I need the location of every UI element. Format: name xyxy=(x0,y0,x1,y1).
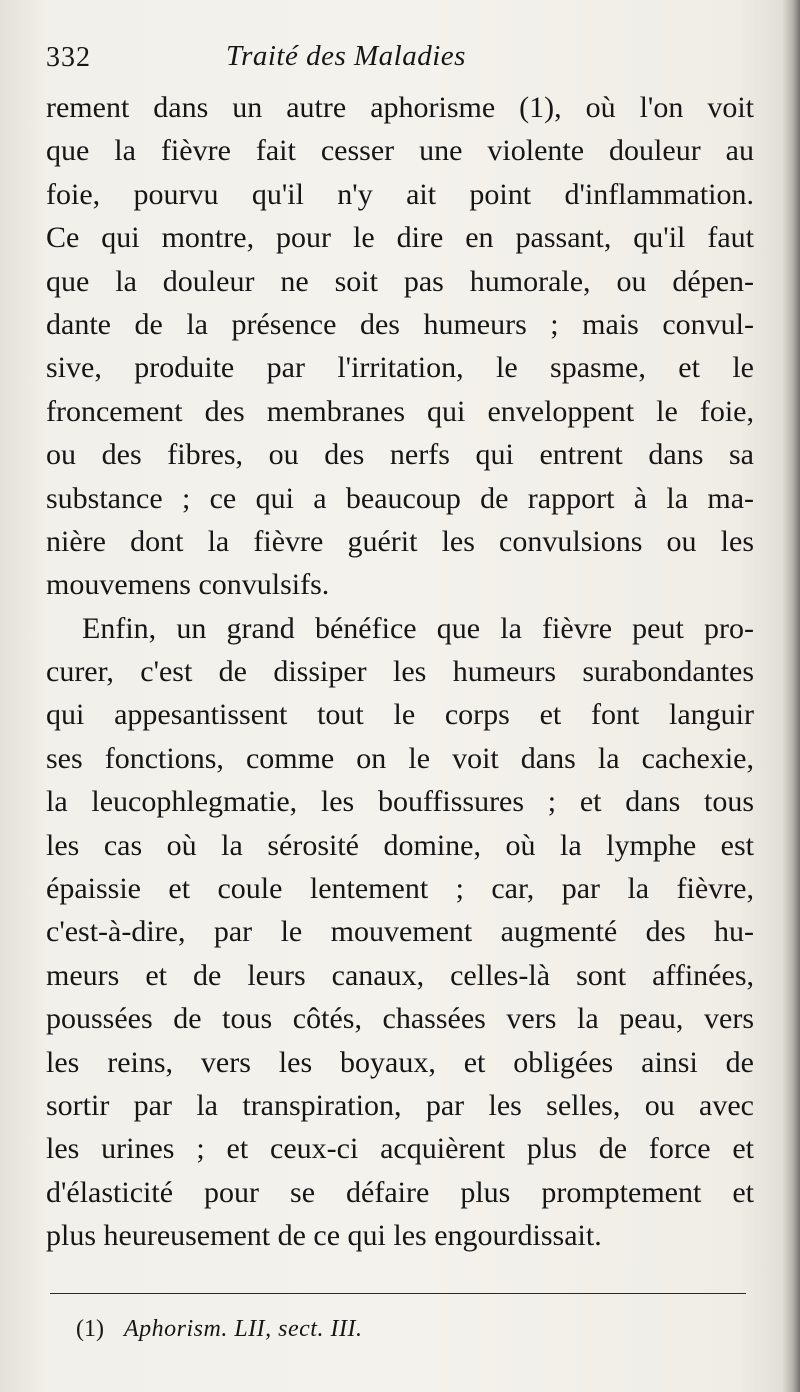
text-line: épaissie et coule lentement ; car, par la fièvre, xyxy=(46,872,754,906)
page-number: 332 xyxy=(46,42,91,73)
text-line: dante de la présence des humeurs ; mais convul- xyxy=(46,307,754,341)
text-line: ou des fibres, ou des nerfs qui entrent dans sa xyxy=(46,438,754,472)
running-title: Traité des Maladies xyxy=(226,40,466,72)
text-line: substance ; ce qui a beaucoup de rapport à la ma- xyxy=(46,481,754,515)
text-line: curer, c'est de dissiper les humeurs surabondantes xyxy=(46,655,754,689)
text-line: foie, pourvu qu'il n'y ait point d'inflammation. xyxy=(46,177,754,211)
footnote xyxy=(76,1316,362,1343)
text-line: que la fièvre fait cesser une violente douleur au xyxy=(46,134,754,168)
text-line: poussées de tous côtés, chassées vers la peau, vers xyxy=(46,1002,754,1036)
text-line: la leucophlegmatie, les bouffissures ; et dans tous xyxy=(46,785,754,819)
text-line-paragraph-end: plus heureusement de ce qui les engourdissait. xyxy=(46,1219,602,1253)
text-line: que la douleur ne soit pas humorale, ou dépen- xyxy=(46,264,754,298)
text-line: les cas où la sérosité domine, où la lymphe est xyxy=(46,828,754,862)
page-header xyxy=(46,38,746,82)
text-line: c'est-à-dire, par le mouvement augmenté des hu- xyxy=(46,915,754,949)
text-line: ses fonctions, comme on le voit dans la cachexie, xyxy=(46,741,754,775)
text-line: les reins, vers les boyaux, et obligées ainsi de xyxy=(46,1045,754,1079)
footnote-marker: (1) xyxy=(76,1316,104,1342)
text-line: nière dont la fièvre guérit les convulsions ou les xyxy=(46,524,754,558)
text-line: les urines ; et ceux-ci acquièrent plus de force et xyxy=(46,1132,754,1166)
text-line: froncement des membranes qui enveloppent le foie, xyxy=(46,394,754,428)
page-gutter-shadow xyxy=(782,0,800,1392)
text-line: sortir par la transpiration, par les selles, ou avec xyxy=(46,1088,754,1122)
body-text xyxy=(46,86,754,1258)
text-line: sive, produite par l'irritation, le spasme, et le xyxy=(46,351,754,385)
text-line: meurs et de leurs canaux, celles-là sont affinées, xyxy=(46,958,754,992)
text-line-paragraph-start: Enfin, un grand bénéfice que la fièvre peut pro- xyxy=(82,611,754,645)
text-line: qui appesantissent tout le corps et font languir xyxy=(46,698,754,732)
text-line: d'élasticité pour se défaire plus promptement et xyxy=(46,1175,754,1209)
text-line: Ce qui montre, pour le dire en passant, qu'il faut xyxy=(46,221,754,255)
footnote-separator xyxy=(50,1293,746,1294)
footnote-text: Aphorism. LII, sect. III. xyxy=(123,1316,363,1342)
text-line: rement dans un autre aphorisme (1), où l'on voit xyxy=(46,91,754,124)
text-line-paragraph-end: mouvemens convulsifs. xyxy=(46,568,330,602)
